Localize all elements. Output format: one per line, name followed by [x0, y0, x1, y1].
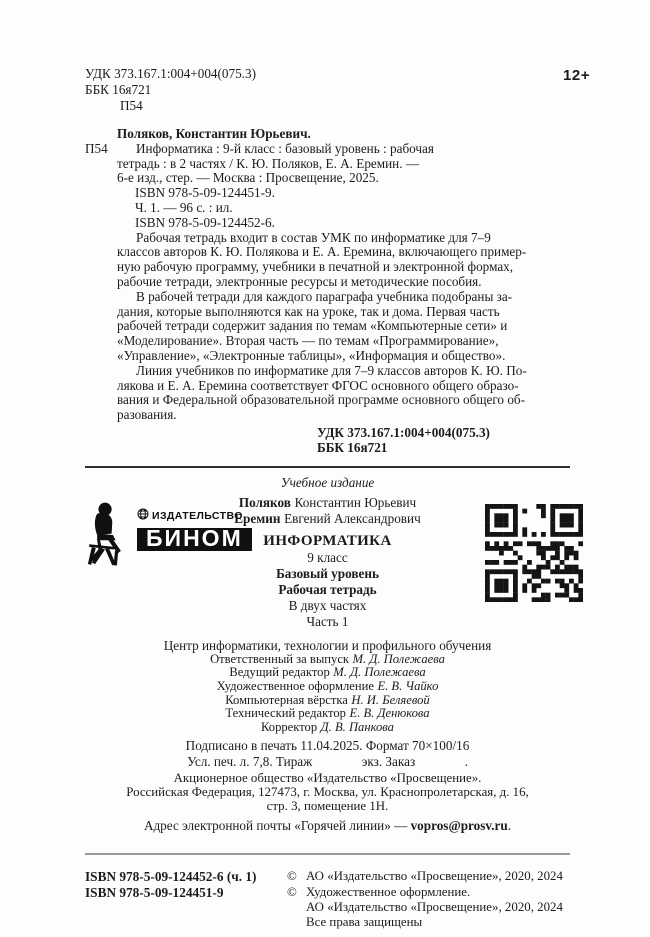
hotline-email-line: Адрес электронной почты «Горячей линии» — vopros@prosv.ru. — [143, 817, 512, 833]
author-heading: Поляков, Константин Юрьевич. — [117, 126, 311, 141]
globe-icon — [137, 508, 149, 525]
divider-rule-top — [85, 466, 570, 468]
publisher-logo — [85, 502, 252, 572]
isbn-part: ISBN 978-5-09-124452-6 (ч. 1) — [85, 869, 257, 885]
bottom-codes-block — [317, 425, 570, 456]
print-info-line: Усл. печ. л. 7,8. Тираж экз. Заказ . — [187, 754, 468, 770]
publisher-address: Акционерное общество «Издательство «Просвещение». Российская Федерация, 127473, г. Москва, ул. Краснопролетарская, д. 16, стр. 3, помещение 1Н. — [126, 770, 529, 814]
print-info-line: Подписано в печать 11.04.2025. Формат 70×100/16 — [185, 738, 470, 754]
credits-row: Корректор Д. В. Панкова — [261, 719, 394, 734]
person-silhouette-icon — [85, 502, 133, 572]
credits-row: Ответственный за выпуск М. Д. Полежаева — [210, 651, 445, 666]
top-codes-block — [85, 66, 570, 114]
part-number-line: Часть 1 — [306, 613, 349, 629]
hotline-email: vopros@prosv.ru — [410, 817, 508, 833]
copyright-entry: © АО «Издательство «Просвещение», 2020, 2024 — [287, 869, 563, 884]
credits-row: Технический редактор Е. В. Денюкова — [225, 706, 430, 721]
author-sign-label: П54 — [85, 140, 108, 156]
book-author: Еремин Евгений Александрович — [234, 510, 421, 526]
copyright-block — [287, 869, 563, 930]
imprint-section — [85, 476, 570, 833]
credits-row: Ведущий редактор М. Д. Полежаева — [229, 665, 426, 680]
level-line: Базовый уровень — [276, 565, 379, 581]
qr-code — [485, 504, 583, 602]
publisher-logo-text — [137, 502, 252, 551]
age-rating-badge: 12+ — [563, 67, 590, 84]
udk-code: УДК 373.167.1:004+004(075.3) — [317, 424, 490, 440]
credits-row: Компьютерная вёрстка Н. И. Беляевой — [225, 692, 430, 707]
binom-brand: БИНОМ — [137, 528, 252, 551]
isbn-line: ISBN 978-5-09-124451-9. — [135, 185, 275, 201]
bibliographic-block — [85, 127, 570, 456]
part-volume-line: Ч. 1. — 96 с. : ил. — [135, 199, 233, 215]
annotation-paragraph: Рабочая тетрадь входит в состав УМК по информатике для 7–9 классов авторов К. Ю. Полякова и Е. А. Еремина, включающего пример- ную рабочую программу, учебники в печатной и электронной формах, рабочие тетради, электронные ресурсы и методические пособия. — [117, 229, 527, 289]
isbn-main: ISBN 978-5-09-124451-9 — [85, 885, 224, 901]
edition-note: Учебное издание — [280, 474, 375, 490]
isbn-line: ISBN 978-5-09-124452-6. — [135, 214, 275, 230]
copyright-entry: © Художественное оформление. АО «Издательство «Просвещение», 2020, 2024 Все права защищены — [287, 884, 563, 929]
print-info-block — [85, 738, 570, 770]
bbk-code: ББК 16я721 — [85, 82, 152, 97]
publisher-word: ИЗДАТЕЛЬСТВО — [152, 509, 243, 522]
book-author: Поляков Константин Юрьевич — [238, 494, 417, 510]
author-sign-code: П54 — [120, 98, 143, 113]
book-type-line: Рабочая тетрадь — [278, 581, 377, 597]
catalog-entry-body — [117, 142, 570, 456]
catalog-entry-text: Информатика : 9-й класс : базовый уровень : рабочая тетрадь : в 2 частях / К. Ю. Поляков, Е. А. Еремин. — 6-е изд., стер. — Москва : Просвещение, 2025. — [117, 140, 434, 186]
bbk-code: ББК 16я721 — [317, 440, 388, 456]
credits-block — [85, 653, 570, 735]
copyright-symbol: © — [287, 869, 297, 884]
book-title: ИНФОРМАТИКА — [263, 532, 392, 549]
copyright-symbol: © — [287, 884, 297, 899]
annotation-paragraph: В рабочей тетради для каждого параграфа учебника подобраны за- дания, которые выполняются как на уроке, так и дома. Первая часть рабочей тетради содержит задания по темам «Компьютерные сети» и «Моделирование». Вторая часть — по темам «Программирование», «Управление», «Электронные таблицы», «Информация и общество». — [117, 288, 513, 363]
catalog-entry — [85, 142, 570, 456]
divider-rule-bottom — [85, 853, 570, 855]
credits-row: Художественное оформление Е. В. Чайко — [216, 678, 439, 693]
udk-code: УДК 373.167.1:004+004(075.3) — [85, 66, 256, 81]
department-line: Центр информатики, технологии и профильного обучения — [163, 637, 492, 653]
isbn-bottom-block — [85, 869, 287, 930]
grade-line: 9 класс — [307, 549, 348, 565]
annotation-paragraph: Линия учебников по информатике для 7–9 классов авторов К. Ю. По- лякова и Е. А. Еремина соответствует ФГОС основного общего образо- вания и Федеральной образовательной программе основного общего об- разования. — [117, 362, 527, 423]
parts-note-line: В двух частях — [288, 597, 367, 613]
bottom-block — [85, 869, 570, 930]
